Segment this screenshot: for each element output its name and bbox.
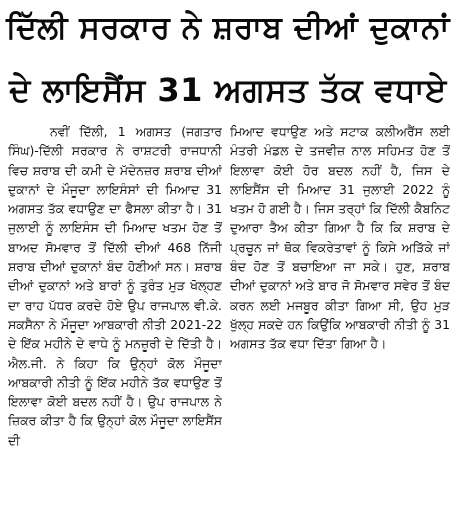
article-body	[8, 122, 450, 520]
headline-line-2: ਦੇ ਲਾਇਸੈਂਸ 31 ਅਗਸਤ ਤੱਕ ਵਧਾਏ	[9, 71, 447, 109]
article-column-right: ਮਿਆਦ ਵਧਾਉਣ ਅਤੇ ਸਟਾਕ ਕਲੀਅਰੈਂਸ ਲਈ ਮੰਤਰੀ ਮੰਡਲ ਦੇ ਤਜਵੀਜ਼ ਨਾਲ ਸਹਿਮਤ ਹੋਣ ਤੋਂ ਇਲਾਵਾ ਕੋਈ ਹੋਰ ਬਦਲ ਨਹੀਂ ਹੈ, ਜਿਸ ਦੇ ਲਾਇਸੈਂਸ ਦੀ ਮਿਆਦ 31 ਜੁਲਾਈ 2022 ਨੂੰ ਖਤਮ ਹੋ ਗਈ ਹੈ। ਜਿਸ ਤਰ੍ਹਾਂ ਕਿ ਦਿੱਲੀ ਕੈਬਨਿਟ ਦੁਆਰਾ ਤੈਅ ਕੀਤਾ ਗਿਆ ਹੈ ਕਿ ਕਿ ਸ਼ਰਾਬ ਦੇ ਪ੍ਰਚੂਨ ਜਾਂ ਥੋਕ ਵਿਕਰੇਤਾਵਾਂ ਨੂੰ ਕਿਸੇ ਅੜਿੱਕੇ ਜਾਂ ਬੰਦ ਹੋਣ ਤੋਂ ਬਚਾਇਆ ਜਾ ਸਕੇ। ਹੁਣ, ਸ਼ਰਾਬ ਦੀਆਂ ਦੁਕਾਨਾਂ ਅਤੇ ਬਾਰ ਜੋ ਸੋਮਵਾਰ ਸਵੇਰ ਤੋਂ ਬੰਦ ਕਰਨ ਲਈ ਮਜਬੂਰ ਕੀਤਾ ਗਿਆ ਸੀ, ਉਹ ਮੁੜ ਖੁੱਲ੍ਹ ਸਕਦੇ ਹਨ ਕਿਉਂਕਿ ਆਬਕਾਰੀ ਨੀਤੀ ਨੂੰ 31 ਅਗਸਤ ਤੱਕ ਵਧਾ ਦਿੱਤਾ ਗਿਆ ਹੈ।	[230, 124, 450, 352]
article-column-left: ਨਵੀਂ ਦਿੱਲੀ, 1 ਅਗਸਤ (ਜਗਤਾਰ ਸਿੰਘ)-ਦਿੱਲੀ ਸਰਕਾਰ ਨੇ ਰਾਸ਼ਟਰੀ ਰਾਜਧਾਨੀ ਵਿਚ ਸ਼ਰਾਬ ਦੀ ਕਮੀ ਦੇ ਮੱਦੇਨਜ਼ਰ ਸ਼ਰਾਬ ਦੀਆਂ ਦੁਕਾਨਾਂ ਦੇ ਮੌਜੂਦਾ ਲਾਇਸੰਸਾਂ ਦੀ ਮਿਆਦ 31 ਅਗਸਤ ਤੱਕ ਵਧਾਉਣ ਦਾ ਫੈਸਲਾ ਕੀਤਾ ਹੈ। 31 ਜੁਲਾਈ ਨੂੰ ਲਾਇਸੰਸ ਦੀ ਮਿਆਦ ਖਤਮ ਹੋਣ ਤੋਂ ਬਾਅਦ ਸੋਮਵਾਰ ਤੋਂ ਦਿੱਲੀ ਦੀਆਂ 468 ਨਿੱਜੀ ਸ਼ਰਾਬ ਦੀਆਂ ਦੁਕਾਨਾਂ ਬੰਦ ਹੋਣੀਆਂ ਸਨ। ਸ਼ਰਾਬ ਦੀਆਂ ਦੁਕਾਨਾਂ ਅਤੇ ਬਾਰਾਂ ਨੂੰ ਤੁਰੰਤ ਮੁੜ ਖੋਲ੍ਹਣ ਦਾ ਰਾਹ ਪੱਧਰ ਕਰਦੇ ਹੋਏ ਉਪ ਰਾਜਪਾਲ ਵੀ.ਕੇ. ਸਕਸੈਨਾ ਨੇ ਮੌਜੂਦਾ ਆਬਕਾਰੀ ਨੀਤੀ 2021-22 ਦੇ ਇੱਕ ਮਹੀਨੇ ਦੇ ਵਾਧੇ ਨੂੰ ਮਨਜ਼ੂਰੀ ਦੇ ਦਿੱਤੀ ਹੈ। ਐਲ.ਜੀ. ਨੇ ਕਿਹਾ ਕਿ ਉਨ੍ਹਾਂ ਕੋਲ ਮੌਜੂਦਾ ਆਬਕਾਰੀ ਨੀਤੀ ਨੂੰ ਇੱਕ ਮਹੀਨੇ ਤੱਕ ਵਧਾਉਣ ਤੋਂ ਇਲਾਵਾ ਕੋਈ ਬਦਲ ਨਹੀਂ ਹੈ। ਉਪ ਰਾਜਪਾਲ ਨੇ ਜ਼ਿਕਰ ਕੀਤਾ ਹੈ ਕਿ ਉਨ੍ਹਾਂ ਕੋਲ ਮੌਜੂਦਾ ਲਾਇਸੈਂਸ ਦੀ	[8, 124, 222, 448]
headline-line-1: ਦਿੱਲੀ ਸਰਕਾਰ ਨੇ ਸ਼ਰਾਬ ਦੀਆਂ ਦੁਕਾਨਾਂ	[6, 10, 450, 46]
